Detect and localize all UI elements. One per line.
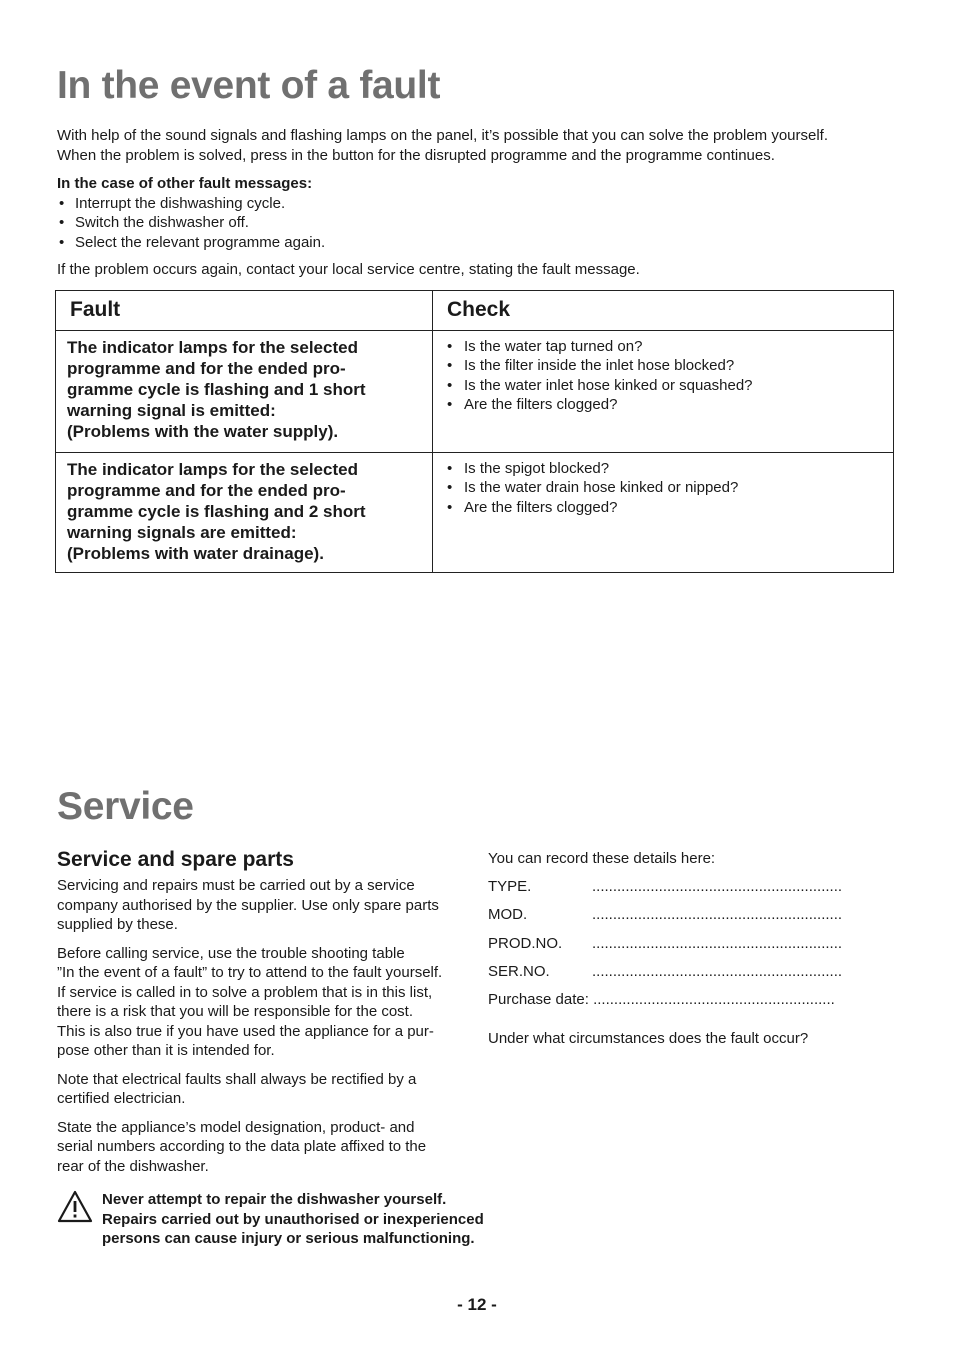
field-label: TYPE.: [488, 878, 532, 895]
text-line: persons can cause injury or serious malfunctioning.: [102, 1230, 475, 1247]
check-list: [445, 337, 881, 414]
fault-intro-line-2: When the problem is solved, press in the button for the disrupted programme and the programme continues.: [57, 146, 775, 164]
table-row: [56, 453, 894, 573]
field-label: PROD.NO.: [488, 935, 563, 952]
record-field-ser-no: [488, 962, 842, 981]
text-line: serial numbers according to the data plate affixed to the: [57, 1138, 427, 1155]
other-fault-steps: [57, 194, 857, 253]
list-item: • Are the filters clogged?: [445, 498, 881, 517]
record-field-purchase-date: Purchase date: ..........................................................: [488, 991, 835, 1008]
fault-line: (Problems with water drainage).: [67, 544, 324, 563]
service-paragraph-2: [57, 944, 477, 1061]
field-label: SER.NO.: [488, 963, 550, 980]
list-item: • Is the filter inside the inlet hose blocked?: [445, 356, 881, 375]
fault-line: The indicator lamps for the selected: [67, 338, 358, 357]
fault-intro: [57, 126, 917, 165]
list-item: • Select the relevant programme again.: [57, 233, 857, 253]
repeat-note: If the problem occurs again, contact your local service centre, stating the fault message.: [57, 261, 640, 278]
field-dots: ............................................................: [592, 935, 843, 952]
check-list-cell: [433, 331, 894, 453]
list-item: • Is the water inlet hose kinked or squashed?: [445, 376, 881, 395]
check-column-header: Check: [433, 291, 894, 331]
page-number: - 12 -: [457, 1295, 497, 1314]
service-paragraph-1: [57, 876, 477, 935]
text-line: Never attempt to repair the dishwasher yourself.: [102, 1191, 447, 1208]
text-line: State the appliance’s model designation, product- and: [57, 1118, 415, 1136]
table-row: [56, 331, 894, 453]
fault-line: gramme cycle is flashing and 2 short: [67, 502, 366, 521]
service-left-column: [57, 849, 477, 1176]
service-subtitle: Service and spare parts: [57, 848, 294, 871]
list-item: • Switch the dishwasher off.: [57, 213, 857, 233]
fault-line: programme and for the ended pro-: [67, 481, 346, 500]
text-line: there is a risk that you will be responsible for the cost.: [57, 1003, 414, 1020]
fault-line: (Problems with the water supply).: [67, 422, 339, 441]
fault-line: gramme cycle is flashing and 1 short: [67, 380, 366, 399]
text-line: If service is called in to solve a problem that is in this list,: [57, 983, 433, 1001]
warning-triangle-icon: [57, 1190, 93, 1228]
check-list-cell: [433, 453, 894, 573]
text-line: Servicing and repairs must be carried out by a service: [57, 877, 415, 894]
fault-section-title: In the event of a fault: [57, 64, 441, 107]
field-dots: ............................................................: [592, 906, 843, 923]
warning-text: [102, 1190, 542, 1249]
list-item: • Is the water drain hose kinked or nipped?: [445, 478, 881, 497]
text-line: Before calling service, use the trouble shooting table: [57, 944, 405, 962]
text-line: Repairs carried out by unauthorised or inexperienced: [102, 1210, 484, 1228]
field-label: MOD.: [488, 906, 528, 923]
service-paragraph-3: [57, 1070, 477, 1109]
other-fault-heading: In the case of other fault messages:: [57, 175, 313, 192]
record-field-mod: [488, 905, 842, 924]
fault-line: warning signals are emitted:: [67, 523, 297, 542]
list-item: • Are the filters clogged?: [445, 395, 881, 414]
text-line: certified electrician.: [57, 1090, 186, 1107]
record-field-prod-no: [488, 934, 842, 953]
record-intro: You can record these details here:: [488, 850, 716, 867]
fault-line: warning signal is emitted:: [67, 401, 276, 420]
text-line: company authorised by the supplier. Use only spare parts: [57, 896, 439, 914]
service-paragraph-4: [57, 1118, 477, 1177]
text-line: Note that electrical faults shall always be rectified by a: [57, 1070, 417, 1088]
service-section-title: Service: [57, 785, 194, 828]
table-header-row: [56, 291, 894, 331]
fault-table: [55, 290, 894, 573]
list-item: • Is the spigot blocked?: [445, 459, 881, 478]
list-item: • Is the water tap turned on?: [445, 337, 881, 356]
list-item: • Interrupt the dishwashing cycle.: [57, 194, 857, 214]
fault-description: [56, 331, 433, 453]
circumstances-question: Under what circumstances does the fault occur?: [488, 1030, 809, 1047]
field-dots: ............................................................: [592, 878, 843, 895]
text-line: supplied by these.: [57, 916, 178, 933]
text-line: rear of the dishwasher.: [57, 1157, 209, 1175]
text-line: ”In the event of a fault” to try to attend to the fault yourself.: [57, 964, 443, 981]
text-line: pose other than it is intended for.: [57, 1042, 275, 1059]
field-dots: ............................................................: [592, 963, 843, 980]
fault-line: programme and for the ended pro-: [67, 359, 346, 378]
fault-description: [56, 453, 433, 573]
fault-column-header: Fault: [56, 291, 433, 331]
fault-line: The indicator lamps for the selected: [67, 460, 358, 479]
fault-intro-line-1: With help of the sound signals and flashing lamps on the panel, it’s possible that you can solve the problem yourself.: [57, 127, 829, 144]
other-fault-messages: [57, 174, 857, 252]
text-line: This is also true if you have used the appliance for a pur-: [57, 1022, 434, 1040]
check-list: [445, 459, 881, 517]
record-field-type: [488, 877, 842, 896]
